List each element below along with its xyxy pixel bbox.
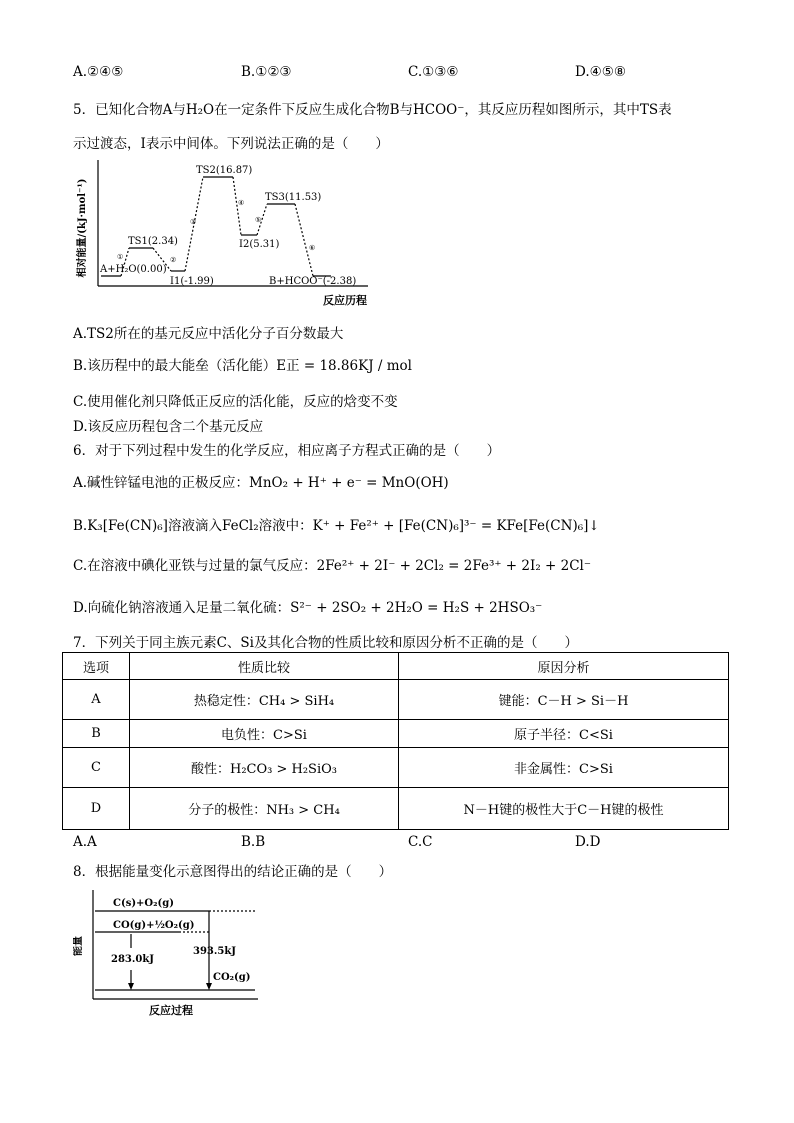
q8-gap-393: 393.5kJ — [193, 946, 236, 957]
q5-option-b: B.该历程中的最大能垒（活化能）E正 = 18.86KJ / mol — [73, 358, 412, 374]
q7-cell-reason: 键能：C－H > Si－H — [399, 680, 729, 720]
q8-level-c-o2: C(s)+O₂(g) — [113, 898, 174, 909]
q5-point-a: A+H₂O(0.00) — [100, 264, 167, 275]
q7-header-reason: 原因分析 — [399, 653, 729, 680]
q7-table — [62, 652, 729, 830]
q7-answer-c: C.C — [408, 834, 433, 850]
q5-point-ts2: TS2(16.87) — [196, 165, 253, 176]
q4-option-b: B.①②③ — [241, 64, 292, 80]
q8-level-co2: CO₂(g) — [213, 972, 251, 983]
q5-x-label: 反应历程 — [323, 294, 367, 307]
q7-answer-d: D.D — [575, 834, 601, 850]
q4-options — [73, 64, 733, 82]
q5-stem-line2: 示过渡态，I表示中间体。下列说法正确的是（ ） — [73, 136, 389, 152]
q5-point-i1: I1(-1.99) — [170, 276, 214, 287]
q5-option-d: D.该反应历程包含二个基元反应 — [73, 419, 264, 435]
q7-cell-reason: 非金属性：C>Si — [399, 748, 729, 788]
table-row — [63, 680, 729, 720]
q6-option-b: B.K₃[Fe(CN)₆]溶液滴入FeCl₂溶液中：K⁺ + Fe²⁺ + [Fe(CN)₆]³⁻ = KFe[Fe(CN)₆]↓ — [73, 518, 600, 534]
q4-option-d: D.④⑤⑧ — [575, 64, 626, 80]
q7-header-option: 选项 — [63, 653, 130, 680]
q7-cell-reason: 原子半径：C<Si — [399, 720, 729, 748]
q7-stem: 7．下列关于同主族元素C、Si及其化合物的性质比较和原因分析不正确的是（ ） — [73, 635, 578, 651]
q7-cell-option: C — [63, 748, 130, 788]
q6-option-a: A.碱性锌锰电池的正极反应：MnO₂ + H⁺ + e⁻ = MnO(OH) — [73, 475, 449, 491]
q7-cell-option: D — [63, 788, 130, 830]
q5-point-i2: I2(5.31) — [239, 239, 280, 250]
q5-point-ts3: TS3(11.53) — [265, 192, 322, 203]
q7-cell-property: 酸性：H₂CO₃ > H₂SiO₃ — [130, 748, 399, 788]
table-row — [63, 748, 729, 788]
q5-point-ts1: TS1(2.34) — [128, 236, 178, 247]
q5-option-a: A.TS2所在的基元反应中活化分子百分数最大 — [73, 326, 344, 342]
q5-energy-diagram — [73, 158, 373, 310]
q4-option-c: C.①③⑥ — [408, 64, 459, 80]
q7-header-row — [63, 653, 729, 680]
q5-option-c: C.使用催化剂只降低正反应的活化能，反应的焓变不变 — [73, 394, 398, 410]
q4-option-a: A.②④⑤ — [73, 64, 124, 80]
q6-stem: 6．对于下列过程中发生的化学反应，相应离子方程式正确的是（ ） — [73, 443, 501, 459]
q8-energy-diagram — [73, 886, 263, 1018]
q7-header-property: 性质比较 — [130, 653, 399, 680]
q5-step-1: ① — [117, 253, 124, 261]
q5-stem-line1: 5．已知化合物A与H₂O在一定条件下反应生成化合物B与HCOO⁻，其反应历程如图所示，其中TS表 — [73, 102, 672, 118]
q5-step-5: ⑤ — [255, 216, 262, 224]
q7-answer-a: A.A — [73, 834, 97, 850]
q8-x-label: 反应过程 — [149, 1004, 193, 1017]
q5-step-6: ⑥ — [309, 244, 316, 252]
table-row — [63, 720, 729, 748]
q7-cell-property: 热稳定性：CH₄ > SiH₄ — [130, 680, 399, 720]
q7-cell-option: B — [63, 720, 130, 748]
q8-level-co: CO(g)+½O₂(g) — [113, 920, 195, 931]
q5-step-3: ③ — [190, 218, 197, 226]
q5-y-label: 相对能量/(kJ·mol⁻¹) — [77, 178, 88, 278]
q7-answers — [73, 834, 733, 852]
q5-step-4: ④ — [238, 199, 245, 207]
q7-cell-property: 电负性：C>Si — [130, 720, 399, 748]
q7-cell-property: 分子的极性：NH₃ > CH₄ — [130, 788, 399, 830]
q5-step-2: ② — [170, 256, 177, 264]
q5-point-b: B+HCOO⁻(-2.38) — [269, 276, 357, 287]
table-row — [63, 788, 729, 830]
q6-option-d: D.向硫化钠溶液通入足量二氧化硫：S²⁻ + 2SO₂ + 2H₂O = H₂S + 2HSO₃⁻ — [73, 600, 543, 616]
q7-cell-option: A — [63, 680, 130, 720]
q6-option-c: C.在溶液中碘化亚铁与过量的氯气反应：2Fe²⁺ + 2I⁻ + 2Cl₂ = 2Fe³⁺ + 2I₂ + 2Cl⁻ — [73, 558, 591, 574]
q7-cell-reason: N－H键的极性大于C－H键的极性 — [399, 788, 729, 830]
q8-stem: 8．根据能量变化示意图得出的结论正确的是（ ） — [73, 864, 393, 880]
q7-answer-b: B.B — [241, 834, 266, 850]
q8-gap-283: 283.0kJ — [111, 954, 154, 965]
q8-y-label: 能量 — [73, 936, 84, 956]
